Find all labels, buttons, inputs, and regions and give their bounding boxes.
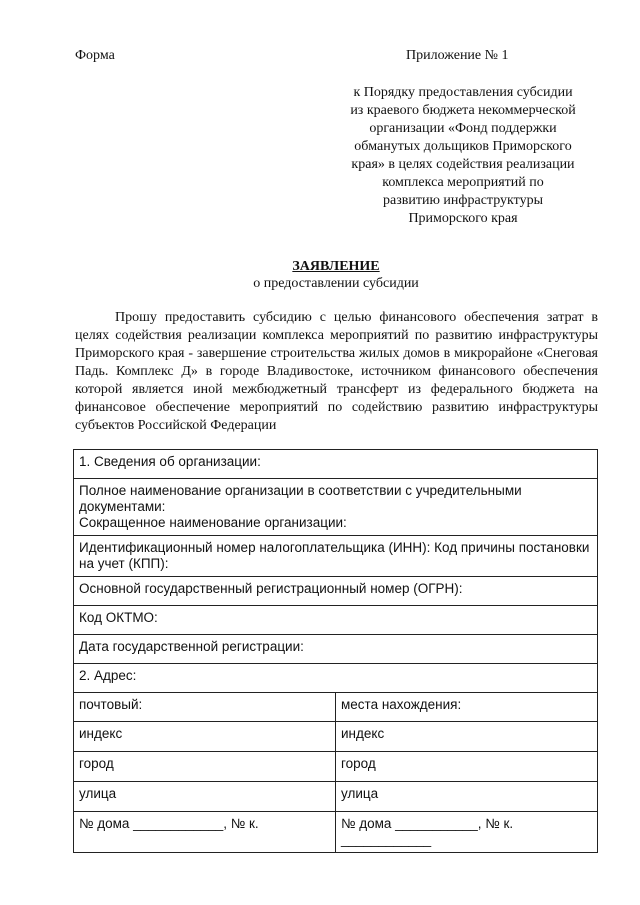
table-row — [74, 450, 598, 479]
appendix-note — [318, 84, 608, 228]
appendix-label: Приложение № 1 — [406, 48, 509, 63]
table-row — [74, 536, 598, 577]
org-section-header: 1. Сведения об организации: — [74, 450, 598, 479]
table-row — [74, 664, 598, 693]
location-index-field[interactable]: индекс — [336, 722, 598, 752]
table-row — [74, 752, 598, 782]
ogrn-field[interactable]: Основной государственный регистрационный номер (ОГРН): — [74, 577, 598, 606]
postal-city-field[interactable]: город — [74, 752, 336, 782]
appendix-note-line: к Порядку предоставления субсидии — [353, 85, 573, 100]
document-title: ЗАЯВЛЕНИЕ — [292, 259, 380, 274]
table-row — [74, 577, 598, 606]
full-name-label: Полное наименование организации в соответствии с учредительными документами: — [79, 483, 522, 514]
address-section-header: 2. Адрес: — [74, 664, 598, 693]
table-row — [74, 693, 598, 722]
table-row — [74, 722, 598, 752]
location-house-field[interactable]: № дома ___________, № к. ____________ — [336, 812, 598, 853]
appendix-note-line: развитию инфраструктуры — [383, 193, 543, 208]
table-row — [74, 812, 598, 853]
org-name-cell[interactable] — [74, 479, 598, 536]
organization-form-table — [73, 449, 598, 853]
location-street-field[interactable]: улица — [336, 782, 598, 812]
appendix-note-line: обманутых дольщиков Приморского — [354, 139, 572, 154]
table-row — [74, 782, 598, 812]
table-row — [74, 635, 598, 664]
postal-address-header: почтовый: — [74, 693, 336, 722]
short-name-label: Сокращенное наименование организации: — [79, 515, 347, 530]
document-subtitle: о предоставлении субсидии — [253, 276, 419, 291]
postal-index-field[interactable]: индекс — [74, 722, 336, 752]
oktmo-field[interactable]: Код ОКТМО: — [74, 606, 598, 635]
appendix-note-line: края» в целях содействия реализации — [351, 157, 575, 172]
appendix-note-line: из краевого бюджета некоммерческой — [350, 103, 576, 118]
registration-date-field[interactable]: Дата государственной регистрации: — [74, 635, 598, 664]
postal-street-field[interactable]: улица — [74, 782, 336, 812]
location-city-field[interactable]: город — [336, 752, 598, 782]
location-address-header: места нахождения: — [336, 693, 598, 722]
appendix-note-line: Приморского края — [408, 211, 518, 226]
table-row — [74, 479, 598, 536]
inn-kpp-field[interactable]: Идентификационный номер налогоплательщика (ИНН): Код причины постановки на учет (КПП): — [74, 536, 598, 577]
table-row — [74, 606, 598, 635]
appendix-note-line: организации «Фонд поддержки — [369, 121, 557, 136]
form-label: Форма — [75, 48, 115, 63]
request-paragraph: Прошу предоставить субсидию с целью финансового обеспечения затрат в целях содействия реализации комплекса мероприятий по развитию инфраструктуры Приморского края - завершение строительства жилых домов в микрорайоне «Снеговая Падь. Комплекс Д» в городе Владивостоке, источником финансового обеспечения которой является иной межбюджетный трансферт из федерального бюджета на финансовое обеспечение мероприятий по содействию развитию инфраструктуры субъектов Российской Федерации — [75, 310, 598, 433]
postal-house-field[interactable]: № дома ____________, № к. — [74, 812, 336, 853]
appendix-note-line: комплекса мероприятий по — [382, 175, 544, 190]
